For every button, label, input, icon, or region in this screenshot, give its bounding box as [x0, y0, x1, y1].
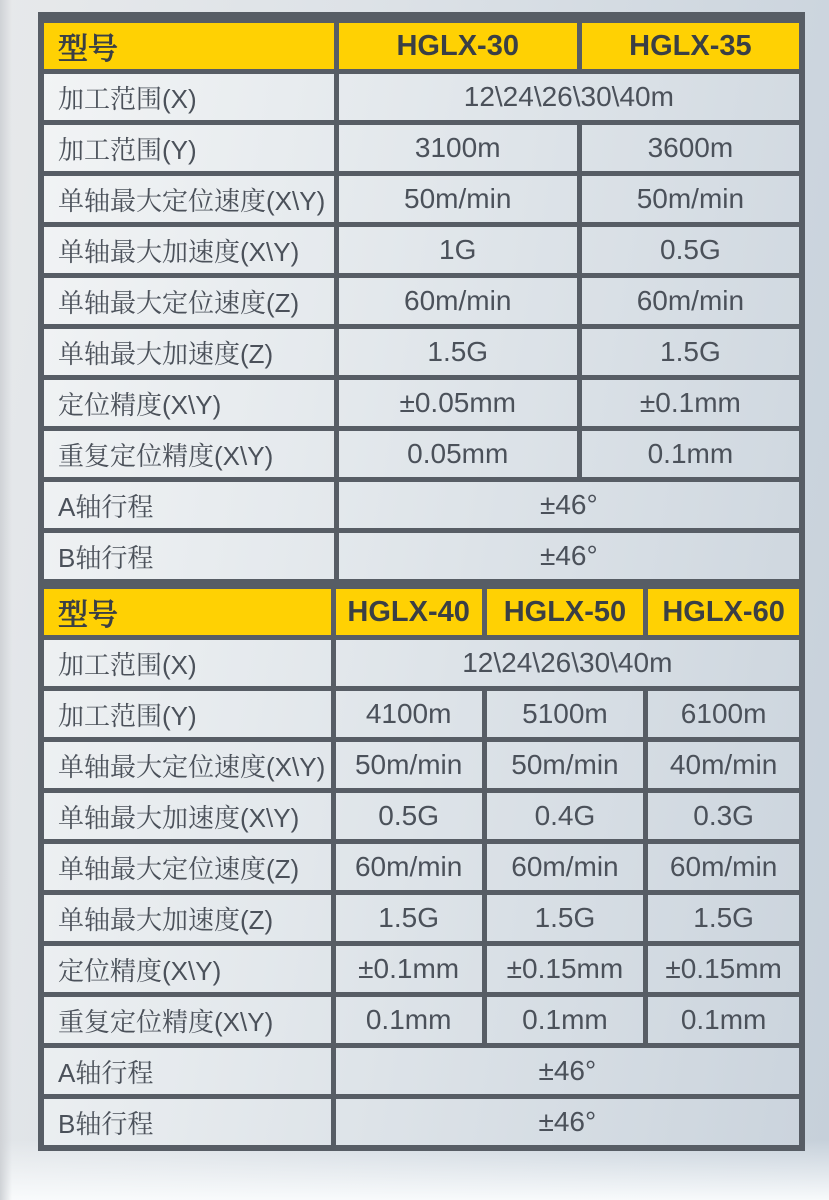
- table-row: [44, 944, 799, 995]
- spec-value-cell: 1.5G: [484, 893, 646, 944]
- spec-label-cell: 单轴最大定位速度(Z): [44, 276, 336, 327]
- spec-value-cell: 50m/min: [579, 174, 799, 225]
- spec-value-cell: 40m/min: [646, 740, 799, 791]
- spec-label-cell: A轴行程: [44, 480, 336, 531]
- spec-value-cell: 0.1mm: [484, 995, 646, 1046]
- table-row: [44, 1046, 799, 1097]
- spec-tables-container: [38, 12, 805, 1151]
- spec-label-cell: 加工范围(X): [44, 638, 333, 689]
- spec-value-cell: 1.5G: [646, 893, 799, 944]
- spec-value-cell: ±46°: [333, 1097, 799, 1146]
- spec-value-cell: 0.3G: [646, 791, 799, 842]
- table-row: [44, 842, 799, 893]
- spec-value-cell: 50m/min: [484, 740, 646, 791]
- spec-value-cell: 0.5G: [333, 791, 484, 842]
- spec-value-cell: ±0.05mm: [336, 378, 579, 429]
- spec-value-cell: ±46°: [336, 480, 799, 531]
- spec-value-cell: 12\24\26\30\40m: [336, 72, 799, 123]
- spec-label-cell: 单轴最大加速度(X\Y): [44, 791, 333, 842]
- spec-value-cell: 60m/min: [579, 276, 799, 327]
- spec-value-cell: 0.4G: [484, 791, 646, 842]
- table-row: [44, 480, 799, 531]
- spec-value-cell: ±0.15mm: [484, 944, 646, 995]
- model-header-row: [44, 587, 799, 638]
- table-row: [44, 893, 799, 944]
- spec-value-cell: 0.05mm: [336, 429, 579, 480]
- spec-value-cell: 4100m: [333, 689, 484, 740]
- table-row: [44, 225, 799, 276]
- spec-label-cell: 单轴最大定位速度(X\Y): [44, 174, 336, 225]
- table-row: [44, 791, 799, 842]
- spec-table-hglx-40-50-60: [44, 584, 799, 1145]
- spec-value-cell: 60m/min: [336, 276, 579, 327]
- spec-label-cell: 定位精度(X\Y): [44, 378, 336, 429]
- spec-label-cell: 加工范围(X): [44, 72, 336, 123]
- spec-label-cell: A轴行程: [44, 1046, 333, 1097]
- model-header-cell: HGLX-30: [336, 21, 579, 72]
- table-row: [44, 429, 799, 480]
- spec-value-cell: 3600m: [579, 123, 799, 174]
- model-header-label-cell: 型号: [44, 587, 333, 638]
- table-row: [44, 327, 799, 378]
- model-header-cell: HGLX-60: [646, 587, 799, 638]
- spec-value-cell: ±0.1mm: [579, 378, 799, 429]
- spec-label-cell: 加工范围(Y): [44, 689, 333, 740]
- spec-label-cell: 单轴最大定位速度(Z): [44, 842, 333, 893]
- spec-value-cell: 1.5G: [579, 327, 799, 378]
- spec-value-cell: 0.1mm: [579, 429, 799, 480]
- page-left-shading: [0, 0, 12, 1200]
- spec-value-cell: 3100m: [336, 123, 579, 174]
- spec-label-cell: 加工范围(Y): [44, 123, 336, 174]
- table-row: [44, 1097, 799, 1146]
- spec-label-cell: 重复定位精度(X\Y): [44, 429, 336, 480]
- spec-value-cell: ±46°: [333, 1046, 799, 1097]
- spec-label-cell: 单轴最大加速度(X\Y): [44, 225, 336, 276]
- spec-value-cell: ±0.1mm: [333, 944, 484, 995]
- spec-label-cell: 定位精度(X\Y): [44, 944, 333, 995]
- spec-value-cell: ±46°: [336, 531, 799, 582]
- table-row: [44, 740, 799, 791]
- spec-label-cell: 单轴最大加速度(Z): [44, 327, 336, 378]
- spec-label-cell: B轴行程: [44, 1097, 333, 1146]
- spec-value-cell: 6100m: [646, 689, 799, 740]
- table-row: [44, 72, 799, 123]
- spec-value-cell: 5100m: [484, 689, 646, 740]
- spec-table-hglx-30-35: [44, 18, 799, 584]
- spec-value-cell: 60m/min: [484, 842, 646, 893]
- spec-value-cell: 1.5G: [333, 893, 484, 944]
- spec-value-cell: 0.1mm: [646, 995, 799, 1046]
- table-row: [44, 531, 799, 582]
- table-row: [44, 689, 799, 740]
- spec-label-cell: 单轴最大加速度(Z): [44, 893, 333, 944]
- spec-value-cell: 60m/min: [646, 842, 799, 893]
- table-row: [44, 123, 799, 174]
- spec-label-cell: B轴行程: [44, 531, 336, 582]
- spec-value-cell: 0.5G: [579, 225, 799, 276]
- table-row: [44, 378, 799, 429]
- model-header-row: [44, 21, 799, 72]
- table-row: [44, 638, 799, 689]
- spec-label-cell: 单轴最大定位速度(X\Y): [44, 740, 333, 791]
- model-header-cell: HGLX-35: [579, 21, 799, 72]
- spec-value-cell: 0.1mm: [333, 995, 484, 1046]
- model-header-cell: HGLX-50: [484, 587, 646, 638]
- spec-label-cell: 重复定位精度(X\Y): [44, 995, 333, 1046]
- table-row: [44, 995, 799, 1046]
- model-header-cell: HGLX-40: [333, 587, 484, 638]
- spec-value-cell: 60m/min: [333, 842, 484, 893]
- spec-value-cell: 12\24\26\30\40m: [333, 638, 799, 689]
- spec-value-cell: 1.5G: [336, 327, 579, 378]
- spec-value-cell: ±0.15mm: [646, 944, 799, 995]
- table-row: [44, 276, 799, 327]
- model-header-label-cell: 型号: [44, 21, 336, 72]
- spec-value-cell: 1G: [336, 225, 579, 276]
- spec-value-cell: 50m/min: [333, 740, 484, 791]
- spec-value-cell: 50m/min: [336, 174, 579, 225]
- table-row: [44, 174, 799, 225]
